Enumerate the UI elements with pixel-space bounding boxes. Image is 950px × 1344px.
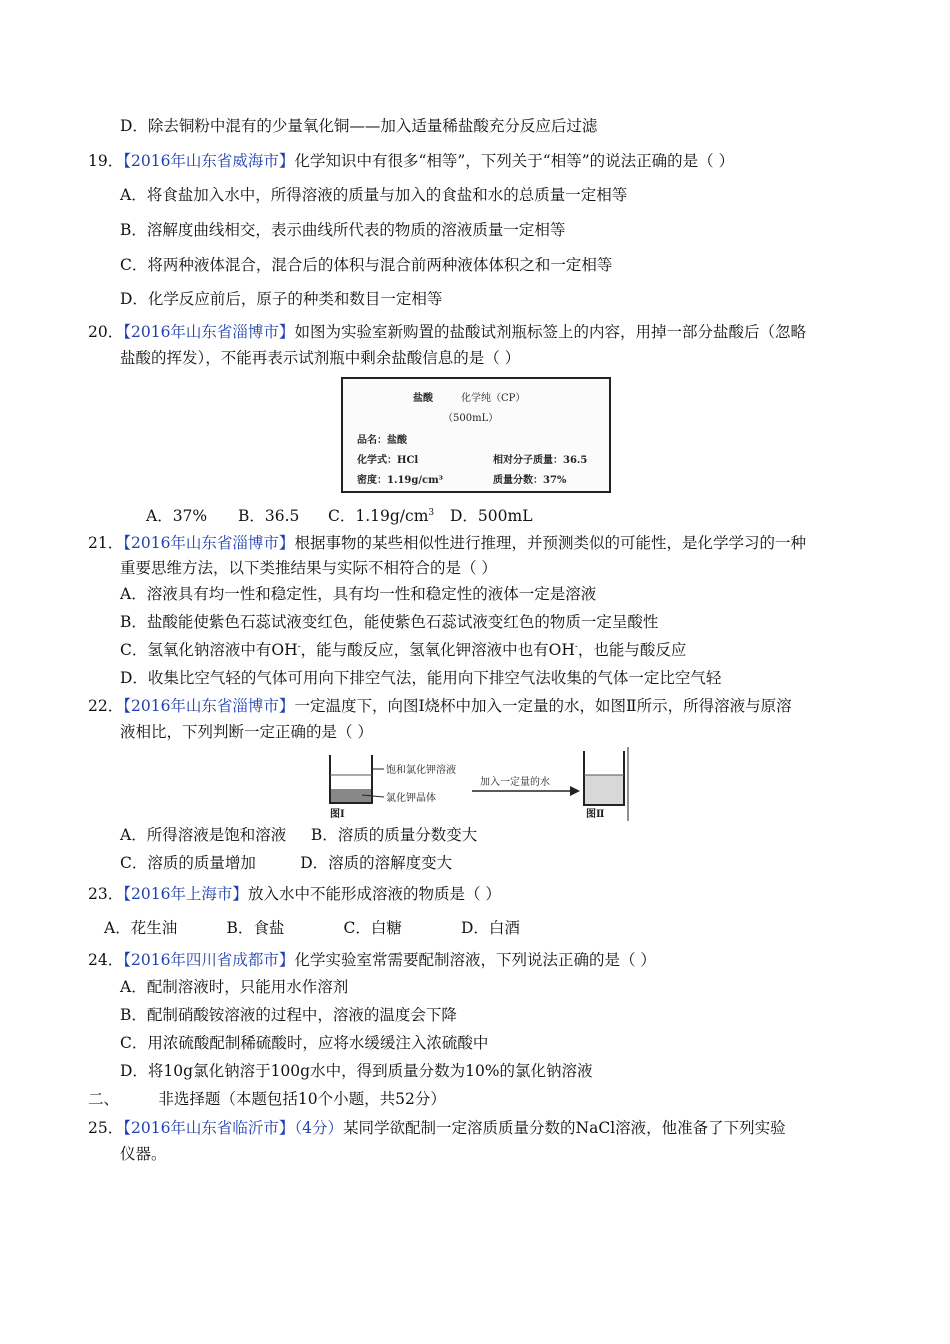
q22-options-ab: A．所得溶液是饱和溶液 B．溶质的质量分数变大 [120,826,478,844]
question-text: 放入水中不能形成溶液的物质是（ ） [247,885,501,903]
question-23-stem [88,884,501,904]
question-21-stem-cont: 重要思维方法，以下类推结果与实际不相符合的是（ ） [120,559,497,577]
question-source: 【2016年山东省淄博市】 [123,697,295,715]
question-source: 【2016年山东省淄博市】 [123,323,295,341]
q21-option-c-part2: ，能与酸反应，氢氧化钾溶液中也有OH [300,641,575,659]
label-molar-mass: 相对分子质量：36.5 [493,455,588,466]
question-25-stem [88,1118,786,1138]
question-text: 如图为实验室新购置的盐酸试剂瓶标签上的内容，用掉一部分盐酸后（忽略 [294,323,806,341]
q21-option-d: D．收集比空气轻的气体可用向下排空气法，能用向下排空气法收集的气体一定比空气轻 [120,669,722,687]
q21-option-a: A．溶液具有均一性和稳定性，具有均一性和稳定性的液体一定是溶液 [120,585,597,603]
q24-option-a: A．配制溶液时，只能用水作溶剂 [120,978,349,996]
question-text: 化学实验室常需要配制溶液，下列说法正确的是（ ） [294,951,656,969]
question-text: 某同学欲配制一定溶质质量分数的NaCl溶液，他准备了下列实验 [343,1119,786,1137]
q20-option-c [328,506,434,526]
superscript: - [297,641,301,652]
label-density: 密度：1.19g/cm³ [357,475,444,486]
q21-option-c-part3: ，也能与酸反应 [577,641,687,659]
question-source: 【2016年上海市】 [123,885,248,903]
question-22-stem [88,696,792,716]
label-saturated-solution: 饱和氯化钾溶液 [386,765,456,776]
q19-option-c: C．将两种液体混合，混合后的体积与混合前两种液体体积之和一定相等 [120,256,613,274]
q22-options-cd: C．溶质的质量增加 D．溶质的溶解度变大 [120,854,453,872]
q20-option-d: D．500mL [450,507,533,525]
q18-option-d: D．除去铜粉中混有的少量氧化铜——加入适量稀盐酸充分反应后过滤 [120,117,598,135]
question-21-stem [88,533,806,553]
q24-option-b: B．配制硝酸铵溶液的过程中，溶液的温度会下降 [120,1006,457,1024]
question-19-stem [88,151,734,171]
superscript: - [574,641,578,652]
label-formula: 化学式：HCl [357,455,419,466]
question-number: 24． [88,951,124,969]
question-source: 【2016年四川省成都市】 [123,951,295,969]
q20-option-a: A．37% [146,507,208,525]
question-number: 21． [88,534,124,552]
label-crystal: 氯化钾晶体 [386,793,436,804]
question-text: 化学知识中有很多“相等”，下列关于“相等”的说法正确的是（ ） [294,152,735,170]
question-number: 25． [88,1119,124,1137]
q24-option-c: C．用浓硫酸配制稀硫酸时，应将水缓缓注入浓硫酸中 [120,1034,489,1052]
question-25-stem-cont: 仪器。 [120,1145,167,1163]
superscript: 3 [428,507,435,518]
question-20-stem-cont: 盐酸的挥发），不能再表示试剂瓶中剩余盐酸信息的是（ ） [120,349,521,367]
beaker-2 [584,751,624,805]
q23-options: A．花生油 B．食盐 C．白糖 D．白酒 [104,919,520,937]
question-20-stem [88,322,806,342]
beaker-figure [322,745,632,821]
section-heading: 二、 非选择题（本题包括10个小题，共52分） [88,1090,446,1108]
q20-option-c-text: C．1.19g/cm [328,507,429,525]
reagent-label-figure [341,377,611,493]
question-24-stem [88,950,656,970]
label-mass-fraction: 质量分数：37% [493,475,567,486]
q20-option-b: B．36.5 [238,507,300,525]
label-grade: 化学纯（CP） [461,393,526,404]
question-number: 20． [88,323,124,341]
question-text: 一定温度下，向图Ⅰ烧杯中加入一定量的水，如图Ⅱ所示，所得溶液与原溶 [294,697,792,715]
q21-option-b: B．盐酸能使紫色石蕊试液变红色，能使紫色石蕊试液变红色的物质一定呈酸性 [120,613,659,631]
label-volume: （500mL） [443,413,499,424]
label-product: 品名：盐酸 [357,435,407,446]
q21-option-c [120,640,686,660]
q19-option-a: A．将食盐加入水中，所得溶液的质量与加入的食盐和水的总质量一定相等 [120,186,628,204]
question-number: 19． [88,152,124,170]
question-number: 22． [88,697,124,715]
question-number: 23． [88,885,124,903]
q21-option-c-part1: C．氢氧化钠溶液中有OH [120,641,298,659]
q19-option-b: B．溶解度曲线相交，表示曲线所代表的物质的溶液质量一定相等 [120,221,566,239]
question-source: 【2016年山东省淄博市】 [123,534,295,552]
label-name: 盐酸 [413,393,433,404]
question-source: 【2016年山东省威海市】 [123,152,295,170]
label-figure-2: 图Ⅱ [586,809,605,820]
label-figure-1: 图Ⅰ [330,809,345,820]
q19-option-d: D．化学反应前后，原子的种类和数目一定相等 [120,290,443,308]
q24-option-d: D．将10g氯化钠溶于100g水中，得到质量分数为10%的氯化钠溶液 [120,1062,593,1080]
label-add-water: 加入一定量的水 [480,777,550,788]
question-source: 【2016年山东省临沂市】（4分） [123,1119,344,1137]
question-22-stem-cont: 液相比，下列判断一定正确的是（ ） [120,723,373,741]
question-text: 根据事物的某些相似性进行推理，并预测类似的可能性，是化学学习的一种 [294,534,806,552]
